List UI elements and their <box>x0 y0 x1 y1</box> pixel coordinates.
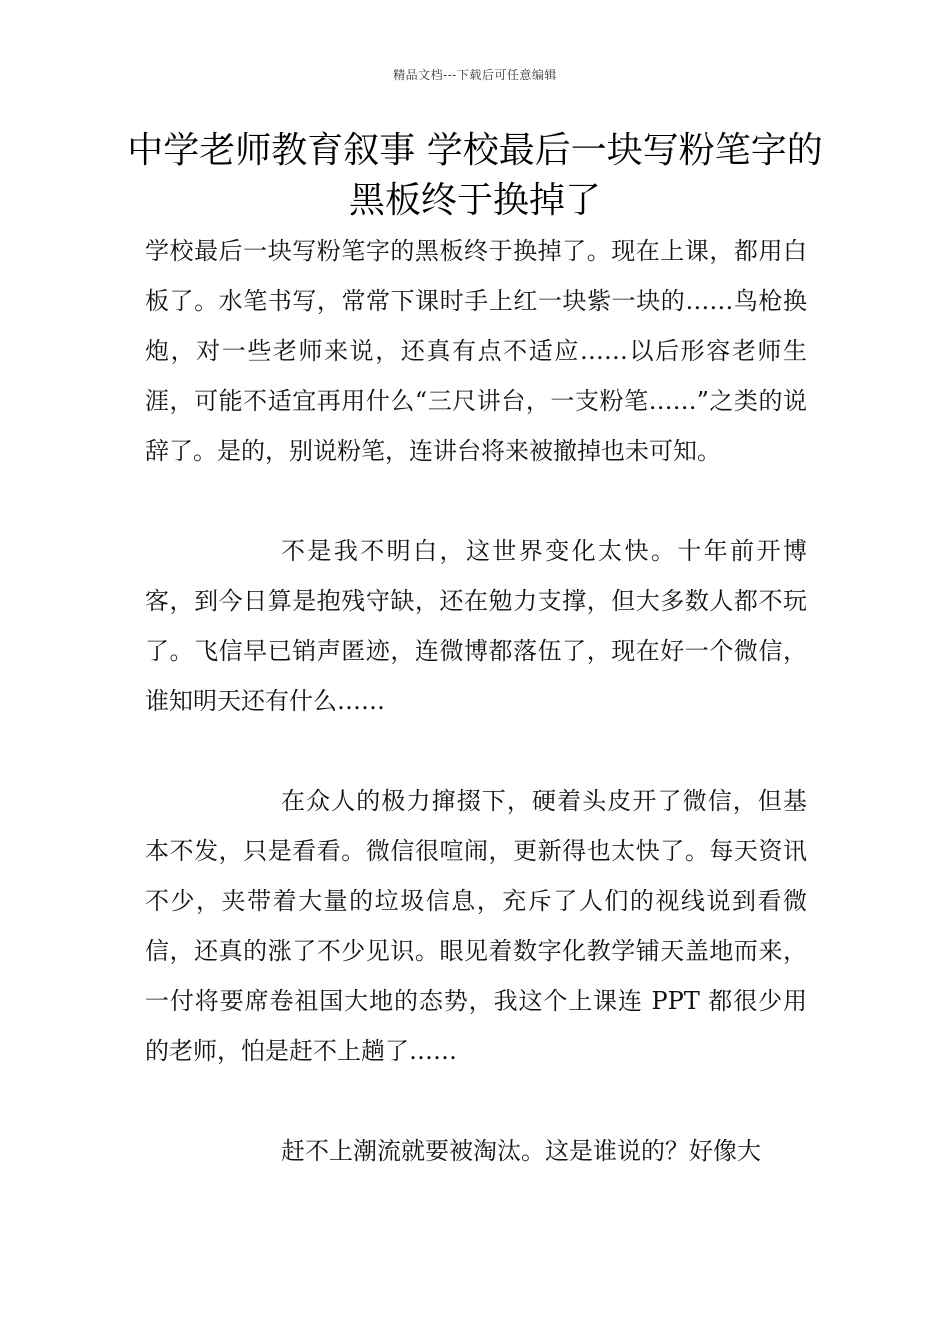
paragraph-gap <box>145 726 807 776</box>
paragraph-2: 不是我不明白，这世界变化太快。十年前开博客，到今日算是抱残守缺，还在勉力支撑，但大多数人都不玩了。飞信早已销声匿迹，连微博都落伍了，现在好一个微信，谁知明天还有什么…… <box>145 537 807 715</box>
document-title: 中学老师教育叙事 学校最后一块写粉笔字的黑板终于换掉了 <box>127 130 823 221</box>
paragraph-gap <box>145 1076 807 1126</box>
paragraph-4: 赶不上潮流就要被淘汰。这是谁说的？好像大 <box>281 1137 761 1165</box>
paragraph-3: 在众人的极力撺掇下，硬着头皮开了微信，但基本不发，只是看看。微信很喧闹，更新得也太快了。每天资讯不少，夹带着大量的垃圾信息，充斥了人们的视线说到看微信，还真的涨了不少见识。眼见着数字化教学铺天盖地而来，一付将要席卷祖国大地的态势，我这个上课连 PPT 都很少用的老师，怕是赶不上趟了…… <box>145 787 807 1065</box>
paragraph-gap <box>145 476 807 526</box>
document-body <box>145 226 807 1176</box>
paragraph-1: 学校最后一块写粉笔字的黑板终于换掉了。现在上课，都用白板了。水笔书写，常常下课时手上红一块紫一块的……鸟枪换炮，对一些老师来说，还真有点不适应……以后形容老师生涯，可能不适宜再用什么“三尺讲台，一支粉笔……”之类的说辞了。是的，别说粉笔，连讲台将来被撤掉也未可知。 <box>145 237 807 465</box>
header-note: 精品文档---下载后可任意编辑 <box>393 68 557 82</box>
